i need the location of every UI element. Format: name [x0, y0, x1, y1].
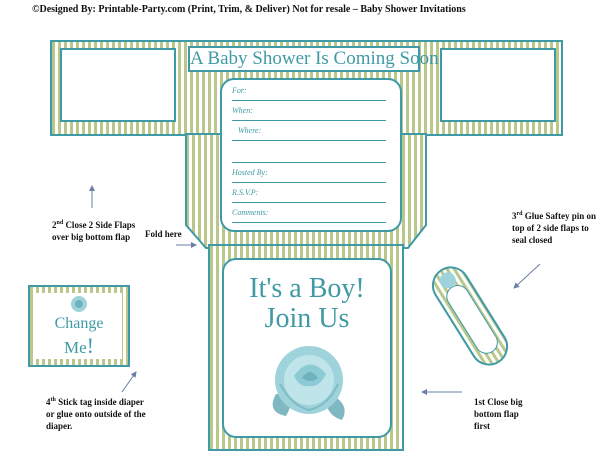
step2-sup: nd: [56, 220, 64, 226]
instruction-fold: Fold here: [145, 229, 182, 239]
step3-text: Glue Saftey pin on top of 2 side flaps to seal closed: [512, 211, 597, 245]
field-hosted-by: Hosted By:: [232, 168, 386, 183]
instruction-step1: 1st Close big bottom flap first: [474, 397, 523, 431]
designer-credit: ©Designed By: Printable-Party.com (Print, Trim, & Deliver) Not for resale – Baby Shower Invitations: [32, 4, 466, 15]
field-where: Where:: [232, 126, 386, 141]
its-a-boy-text: It's a Boy!: [249, 273, 365, 304]
field-when: When:: [232, 106, 386, 121]
step3-num: 3: [512, 211, 517, 221]
step3-sup: rd: [516, 211, 523, 217]
step4-num: 4: [46, 397, 51, 407]
tag-exclamation: !: [86, 333, 94, 358]
tag-me-word: Me: [64, 338, 87, 357]
invite-title: A Baby Shower Is Coming Soon: [188, 46, 420, 72]
tag-change-text: Change: [54, 315, 104, 332]
step4-sup: th: [50, 397, 56, 403]
field-rsvp: R.S.V.P:: [232, 188, 386, 203]
step2-text: Close 2 Side Flaps over big bottom flap: [52, 220, 136, 242]
step2-num: 2: [52, 220, 57, 230]
step4-text: Stick tag inside diaper or glue onto outside of the diaper.: [46, 397, 146, 431]
field-comments: Comments:: [232, 208, 386, 223]
join-us-text: Join Us: [264, 303, 350, 334]
field-for: For:: [232, 86, 386, 101]
arrow-step4: [122, 372, 136, 392]
arrow-step3: [514, 264, 540, 288]
